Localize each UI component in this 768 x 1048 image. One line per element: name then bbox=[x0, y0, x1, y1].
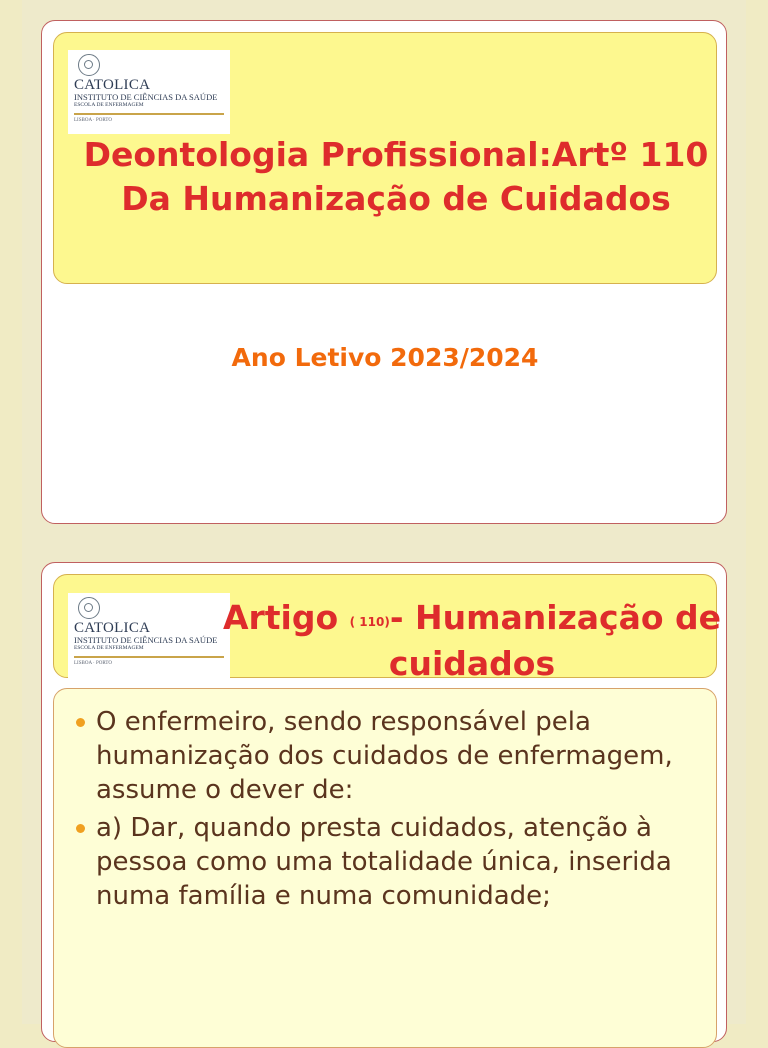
university-seal-icon bbox=[78, 597, 100, 619]
logo-institute: INSTITUTO DE CIÊNCIAS DA SAÚDE bbox=[74, 635, 218, 645]
logo-city: LISBOA · PORTO bbox=[74, 660, 112, 666]
slide-2 bbox=[41, 562, 727, 1042]
title-box bbox=[53, 574, 722, 683]
list-item bbox=[74, 811, 702, 913]
logo-divider bbox=[74, 656, 224, 658]
content-box bbox=[53, 688, 717, 1048]
logo-institute: INSTITUTO DE CIÊNCIAS DA SAÚDE bbox=[74, 92, 218, 102]
list-item bbox=[74, 705, 702, 807]
academic-year: Ano Letivo 2023/2024 bbox=[231, 343, 539, 372]
logo-city: LISBOA · PORTO bbox=[74, 117, 112, 123]
bullet-list bbox=[54, 689, 716, 913]
slide-1 bbox=[41, 20, 727, 524]
presentation-title: Deontologia Profissional:Artº 110 Da Humanização de Cuidados bbox=[83, 135, 709, 218]
logo-divider bbox=[74, 113, 224, 115]
bullet-text: O enfermeiro, sendo responsável pela humanização dos cuidados de enfermagem, assume o dever de: bbox=[96, 707, 673, 805]
bullet-text: a) Dar, quando presta cuidados, atenção à pessoa como uma totalidade única, inserida numa família e numa comunidade; bbox=[96, 813, 672, 911]
catolica-logo bbox=[68, 50, 230, 134]
logo-name: CATOLICA bbox=[74, 77, 151, 93]
article-title-prefix: Artigo bbox=[222, 598, 350, 637]
bullet-icon bbox=[76, 718, 85, 727]
logo-name: CATOLICA bbox=[74, 620, 151, 636]
university-seal-icon bbox=[78, 54, 100, 76]
catolica-logo bbox=[68, 593, 230, 679]
article-title-suffix: - Humanização de cuidados bbox=[388, 598, 722, 683]
logo-school: ESCOLA DE ENFERMAGEM bbox=[74, 102, 144, 108]
title-box bbox=[53, 32, 717, 284]
article-title bbox=[222, 597, 722, 685]
logo-school: ESCOLA DE ENFERMAGEM bbox=[74, 645, 144, 651]
bullet-icon bbox=[76, 824, 85, 833]
article-number: ( 110) bbox=[349, 615, 390, 629]
